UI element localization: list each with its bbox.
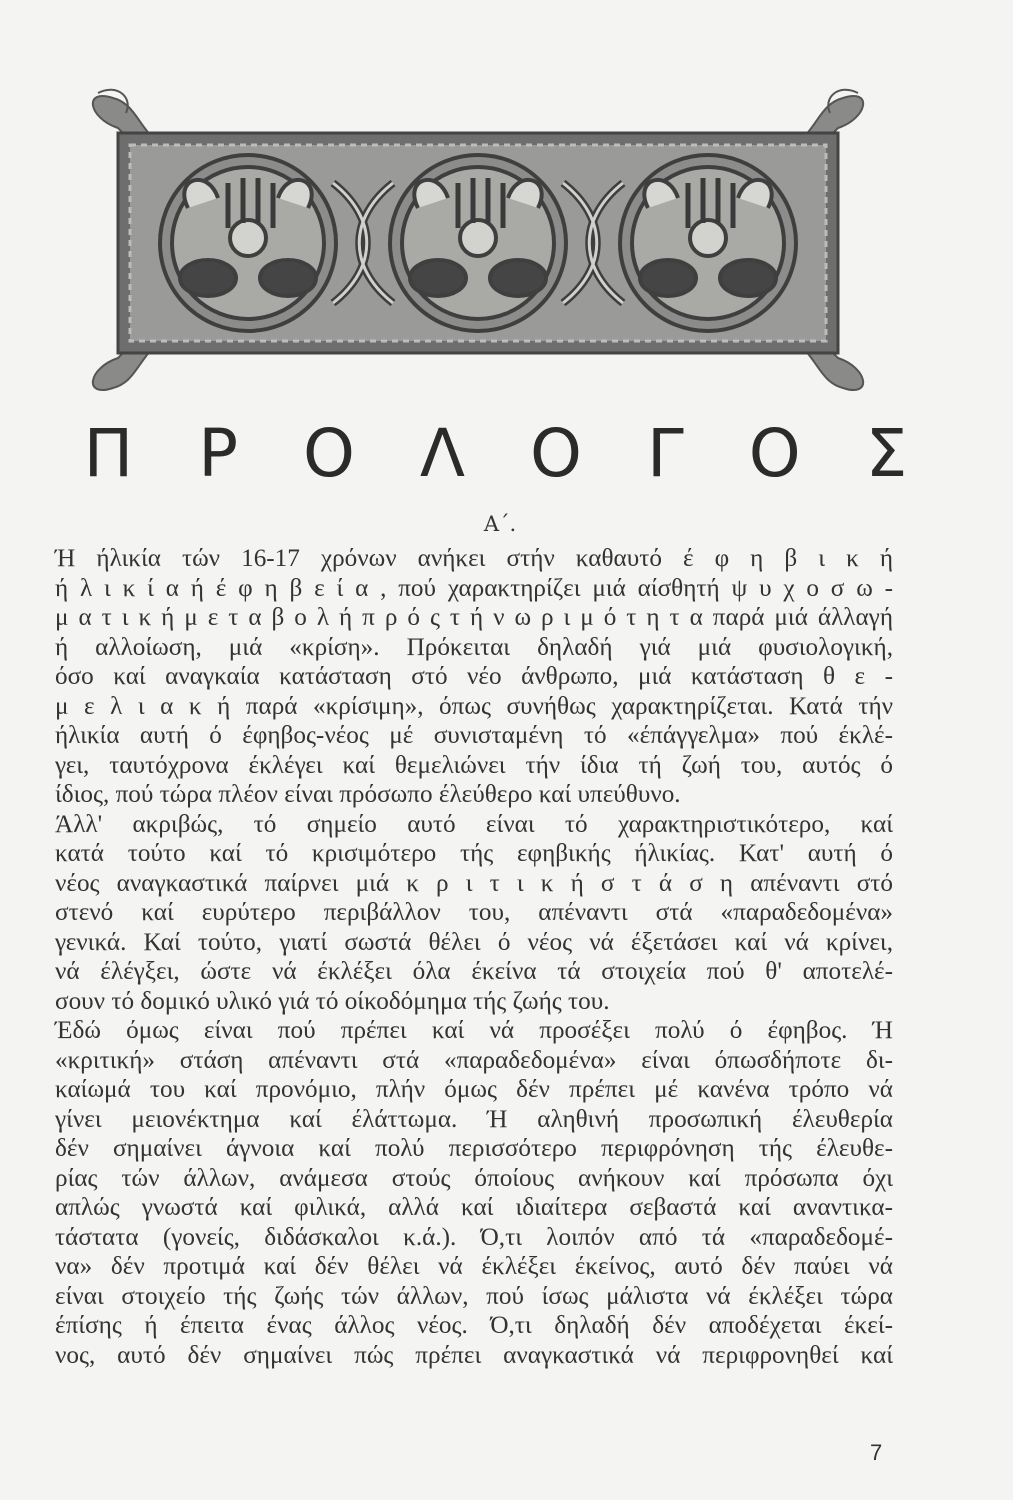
text-line: ήλικία αυτή ό έφηβος-νέος μέ συνισταμένη τό «έπάγγελμα» πού έκλέ- [55, 722, 893, 749]
text-line: ρίας τών άλλων, ανάμεσα στούς όποίους ανήκουν καί πρόσωπα όχι [55, 1164, 893, 1192]
body-text [55, 544, 893, 1370]
text-line: Ή ήλικία τών 16-17 χρόνων ανήκει στήν καθαυτό έ φ η β ι κ ή [55, 545, 893, 572]
section-number: Α΄. [483, 512, 517, 536]
text-line: νος, αυτό δέν σημαίνει πώς πρέπει αναγκαστικά νά περιφρονηθεί καί [55, 1341, 893, 1369]
text-line: γει, ταυτόχρονα έκλέγει καί θεμελιώνει τήν ίδια τή ζωή του, αυτός ό [55, 751, 893, 779]
roundel-left [160, 155, 336, 331]
chapter-title: Π Ρ Ο Λ Ο Γ Ο Σ [83, 415, 930, 492]
text-line: σουν τό δομικό υλικό γιά τό οίκοδόμημα τής ζωής του. [55, 987, 610, 1015]
text-line: τάστατα (γονείς, διδάσκαλοι κ.ά.). Ό,τι λοιπόν από τά «παραδεδομέ- [55, 1223, 893, 1251]
text-line: καίωμά του καί προνόμιο, πλήν όμως δέν πρέπει μέ κανένα τρόπο νά [55, 1076, 893, 1103]
text-line: κατά τούτο καί τό κρισιμότερο τής εφηβικής ήλικίας. Κατ' αυτή ό [55, 840, 893, 867]
text-line: απλώς γνωστά καί φιλικά, αλλά καί ιδιαίτερα σεβαστά καί αναντικα- [55, 1194, 893, 1221]
text-line: «κριτική» στάση απέναντι στά «παραδεδομένα» είναι όπωσδήποτε δι- [55, 1046, 893, 1074]
text-line: Έδώ όμως είναι πού πρέπει καί νά προσέξει πολύ ό έφηβος. Ή [55, 1017, 893, 1044]
text-line: νέος αναγκαστικά παίρνει μιά κ ρ ι τ ι κ ή σ τ ά σ η απέναντι στό [55, 869, 893, 897]
text-line: ή αλλοίωση, μιά «κρίση». Πρόκειται δηλαδή γιά μιά φυσιολογική, [55, 633, 893, 661]
text-line: στενό καί ευρύτερο περιβάλλον του, απέναντι στά «παραδεδομένα» [55, 899, 893, 926]
text-line: ίδιος, πού τώρα πλέον είναι πρόσωπο έλεύθερο καί υπεύθυνο. [55, 781, 681, 808]
roundel-center [390, 155, 566, 331]
text-line: δέν σημαίνει άγνοια καί πολύ περισσότερο περιφρόνηση τής έλευθε- [55, 1135, 893, 1162]
ornamental-headpiece [78, 88, 878, 398]
text-line: μ ε λ ι α κ ή παρά «κρίσιμη», όπως συνήθως χαρακτηρίζεται. Κατά τήν [55, 692, 893, 720]
roundel-right [620, 155, 796, 331]
text-line: νά έλέγξει, ώστε νά έκλέξει όλα έκείνα τά στοιχεία πού θ' αποτελέ- [55, 958, 893, 985]
text-line: ή λ ι κ ί α ή έ φ η β ε ί α , πού χαρακτηρίζει μιά αίσθητή ψ υ χ ο σ ω - [55, 574, 893, 602]
text-line: έπίσης ή έπειτα ένας άλλος νέος. Ό,τι δηλαδή δέν αποδέχεται έκεί- [55, 1312, 893, 1339]
text-line: γενικά. Καί τούτο, γιατί σωστά θέλει ό νέος νά έξετάσει καί νά κρίνει, [55, 928, 893, 956]
text-line: γίνει μειονέκτημα καί έλάττωμα. Ή αληθινή προσωπική έλευθερία [55, 1105, 893, 1133]
text-line: Άλλ' ακριβώς, τό σημείο αυτό είναι τό χαρακτηριστικότερο, καί [55, 810, 893, 838]
text-line: μ α τ ι κ ή μ ε τ α β ο λ ή π ρ ό ς τ ή ν ω ρ ι μ ό τ η τ α παρά μιά άλλαγή [55, 604, 893, 631]
page-number: 7 [870, 1440, 883, 1465]
text-line: είναι στοιχείο τής ζωής τών άλλων, πού ίσως μάλιστα νά έκλέξει τώρα [55, 1282, 893, 1310]
text-line: όσο καί αναγκαία κατάσταση στό νέο άνθρωπο, μιά κατάσταση θ ε - [55, 663, 893, 690]
text-line: να» δέν προτιμά καί δέν θέλει νά έκλέξει έκείνος, αυτό δέν παύει νά [55, 1253, 893, 1280]
